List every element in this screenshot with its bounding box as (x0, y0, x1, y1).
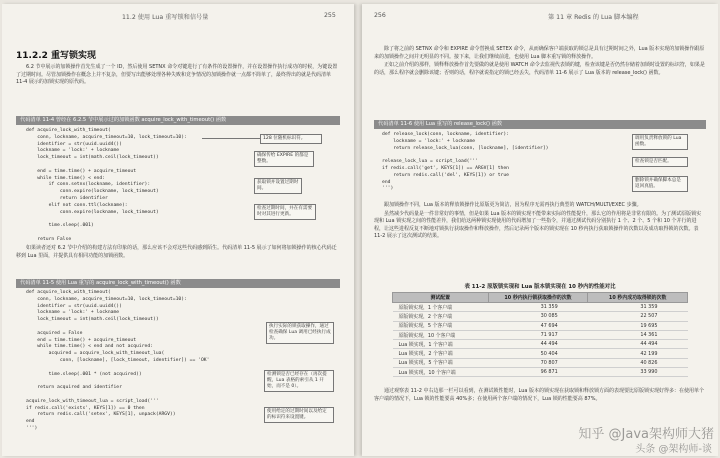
table-cell: Lua 锁实现，2 个客户端 (393, 349, 489, 358)
watermark-toutiao: 头条 @架构师-谈 (635, 444, 712, 455)
right-page-number: 256 (374, 12, 386, 19)
note-random-id: 128 位随机标识符。 (260, 134, 322, 144)
table-cell: Lua 锁实现，1 个客户端 (393, 340, 489, 349)
table-cell: 71 917 (488, 330, 588, 339)
table-header: 测试配置 (393, 293, 489, 303)
table-cell: 33 990 (588, 368, 688, 377)
middle-paragraph: 如果读者还对 6.2 节中介绍的构建方法有印象的话，那么应该不会对这些代码感到陌生。代码清单 11-5 展示了如何将加锁操作的核心代码迁移到 Lua 里面，并提供具有相同功能的加锁函数。 (16, 245, 337, 259)
section-title: 11.2.2 重写锁实现 (16, 51, 97, 61)
table-cell: Lua 锁实现，5 个客户端 (393, 358, 489, 367)
table-cell: 42 199 (588, 349, 688, 358)
note-execute-acquire: 执行实际的锁获取操作，通过检查确保 Lua 调用已经执行成功。 (266, 322, 334, 344)
watermark-zhihu: 知乎 @Java架构师大猪 (578, 427, 714, 442)
table-cell: 原版锁实现，5 个客户端 (393, 321, 489, 330)
note-call-release: 调用负责释放锁的 Lua 函数。 (632, 134, 688, 150)
right-page (362, 4, 718, 456)
table-cell: 44 494 (488, 340, 588, 349)
table-cell: 19 695 (588, 321, 688, 330)
table-row (393, 340, 688, 349)
listing-11-5-code: def acquire_lock_with_timeout( conn, lockname, acquire_timeout=10, lock_timeout=10): identifier = str(uuid.uuid4()) lockname = 'lock:' + lockname lock_timeout = int(math.ceil(lock_timeout)) acquired = False end = time.time() + acquire_timeout while time.time() < end and not acquired: acquired = acquire_lock_with_timeout_lua( conn, [lockname], [lock_timeout, identifier]) == 'OK' time.sleep(.001 * (not acquired)) return acquired and identifier acquire_lock_with_timeout_lua = script_load(''' if redis.call('exists', KEYS[1]) == 0 then return redis.call('setex', KEYS[1], unpack(ARGV)) end ''') (26, 290, 210, 431)
note-check-match: 检查锁是否匹配。 (632, 157, 688, 167)
table-cell: 44 494 (588, 340, 688, 349)
table-cell: Lua 锁实现，10 个客户端 (393, 368, 489, 377)
closing-paragraph: 通过观察表 11-2 中右边那一栏可以看到，在测试锁性能时，Lua 版本的锁实现在获取锁和释放锁方面的表现要比原版锁实现好得多：在使用单个客户端的情况下，Lua 锁的性能要高 40%多；在使用两个客户端的情况下，Lua 锁的性能要高 87%。 (374, 388, 705, 402)
table-cell: 40 826 (588, 358, 688, 367)
table-row (393, 303, 688, 312)
left-page-number: 255 (324, 12, 336, 19)
table-cell: 47 694 (488, 321, 588, 330)
table-cell: 50 404 (488, 349, 588, 358)
table-cell: 30 085 (488, 312, 588, 321)
note-leader (202, 138, 260, 139)
listing-11-6-code: def release_lock(conn, lockname, identifier): lockname = 'lock:' + lockname return release_lock_lua(conn, [lockname], [identifier]) release_lock_lua = script_load(''' if redis.call('get', KEYS[1]) == ARGV[1] then return redis.call('del', KEYS[1]) or true end ''') (382, 132, 549, 192)
performance-table (392, 292, 688, 377)
note-expire-int: 确保传给 EXPIRE 的都是整数。 (254, 151, 314, 167)
note-delete-lock: 删除锁并确保脚本总是返回真值。 (632, 176, 688, 192)
table-cell: 96 871 (488, 368, 588, 377)
note-check-ttl: 检查过期时间，并在有需要时对其进行更新。 (254, 204, 316, 220)
table-caption: 表 11-2 原版锁实现和 Lua 版本锁实现在 10 秒内的性能对比 (464, 284, 616, 290)
table-cell: 原版锁实现，10 个客户端 (393, 330, 489, 339)
table-row (393, 368, 688, 377)
right-intro: 除了将之前的 SETNX 命令和 EXPIRE 命令替换成 SETEX 命令，从而确保客户端获取的锁总是具有过期时间之外，Lua 版本实现的加锁操作跟原来的加锁操作之间并无明显的不同。接下来，让我们继续前进，也使用 Lua 脚本重写锁的释放操作。 正如之前介绍的那样，锁释释放操作首先要做的就是使用 WATCH 命令去监视代表锁的键，检查该键是否仍然存储着加锁时设置的标识符，如果是的话，那么程序就会删除该键；否则的话，程序就说指定的锁已经丢失，代码清单 11-6 展示了 Lua 版本的 release_lock() 函数。 (374, 46, 705, 76)
table-cell: 14 361 (588, 330, 688, 339)
note-setex-key: 使用给定的过期时间以及给定的标识符来设置键。 (264, 407, 334, 423)
table-cell: 22 507 (588, 312, 688, 321)
table-cell: 70 807 (488, 358, 588, 367)
left-running-header: 11.2 使用 Lua 重写锁和信号量 (122, 14, 209, 21)
table-row (393, 349, 688, 358)
note-check-exists: 检测锁是否已经存在（再次提醒，Lua 表格的索引从 1 开始，而不是 0）。 (264, 370, 334, 392)
note-acquire-set: 获取锁并设置过期时间。 (254, 178, 302, 194)
table-row (393, 358, 688, 367)
listing-11-4-code: def acquire_lock_with_timeout( conn, lockname, acquire_timeout=10, lock_timeout=10): identifier = str(uuid.uuid4()) lockname = 'lock:' + lockname lock_timeout = int(math.ceil(lock_timeout)) end = time.time() + acquire_timeout while time.time() < end: if conn.setnx(lockname, identifier): conn.expire(lockname, lock_timeout) return identifier elif not conn.ttl(lockname): conn.expire(lockname, lock_timeout) time.sleep(.001) return False (26, 128, 187, 242)
table-row (393, 321, 688, 330)
listing-11-6-caption: 代码清单 11-6 使用 Lua 重写的 release_lock() 函数 (374, 120, 706, 129)
right-running-header: 第 11 章 Redis 的 Lua 脚本编程 (548, 14, 639, 21)
table-header-row (393, 293, 688, 303)
table-row (393, 312, 688, 321)
table-header: 10 秒内执行锁获取操作的次数 (488, 293, 588, 303)
intro-paragraph: 6.2 节中展示的加锁操作首先生成了一个 ID，然后使用 SETNX 命令对键进行了有条件的设置操作，并在设置操作执行成功的时候，为键设置了过期时间。尽管加锁操作在概念上并不复杂，但要写出能够处理各种失败和竞争情况的加锁操作就一点都不简单了，最终得出的就是代码清单 11-4 展示的加锁实现的原代码。 (16, 64, 338, 86)
table-header: 10 秒内成功取得锁的次数 (588, 293, 688, 303)
table-cell: 31 359 (488, 303, 588, 312)
left-page (2, 4, 354, 456)
table-row (393, 330, 688, 339)
table-cell: 原版锁实现，1 个客户端 (393, 303, 489, 312)
right-analysis: 跟加锁操作不同，Lua 版本的释放锁操作比原版更为简洁，因为程序无需再执行典型的 WATCH/MULTI/EXEC 步骤。 虽然减少代码量是一件非常好的事情，但是如果 Lua 版本的锁实现不能带来实际的性能提升，那么它的作用将是非常有限的。为了测试原版锁实现和 Lua 锁实现之间的性能差异，我们给这两种锁实现使用的代码增加了一些指令，并通过测试代码分别执行 1 个、2 个、5 个和 10 个并行的进程，让这些进程反复不断地对锁执行获取操作和释放操作，然后记录两个版本的锁实现在 10 秒内执行获取锁操作的次数以及成功取得锁的次数。表 11-2 展示了这次测试的结果。 (374, 202, 702, 240)
table-cell: 31 359 (588, 303, 688, 312)
listing-11-5-caption: 代码清单 11-5 使用 Lua 重写的 acquire_lock_with_timeout() 函数 (16, 279, 340, 288)
table-cell: 原版锁实现，2 个客户端 (393, 312, 489, 321)
listing-11-4-caption: 代码清单 11-4 曾经在 6.2.5 节中展示过的加锁函数 acquire_lock_with_timeout() 函数 (16, 116, 340, 125)
